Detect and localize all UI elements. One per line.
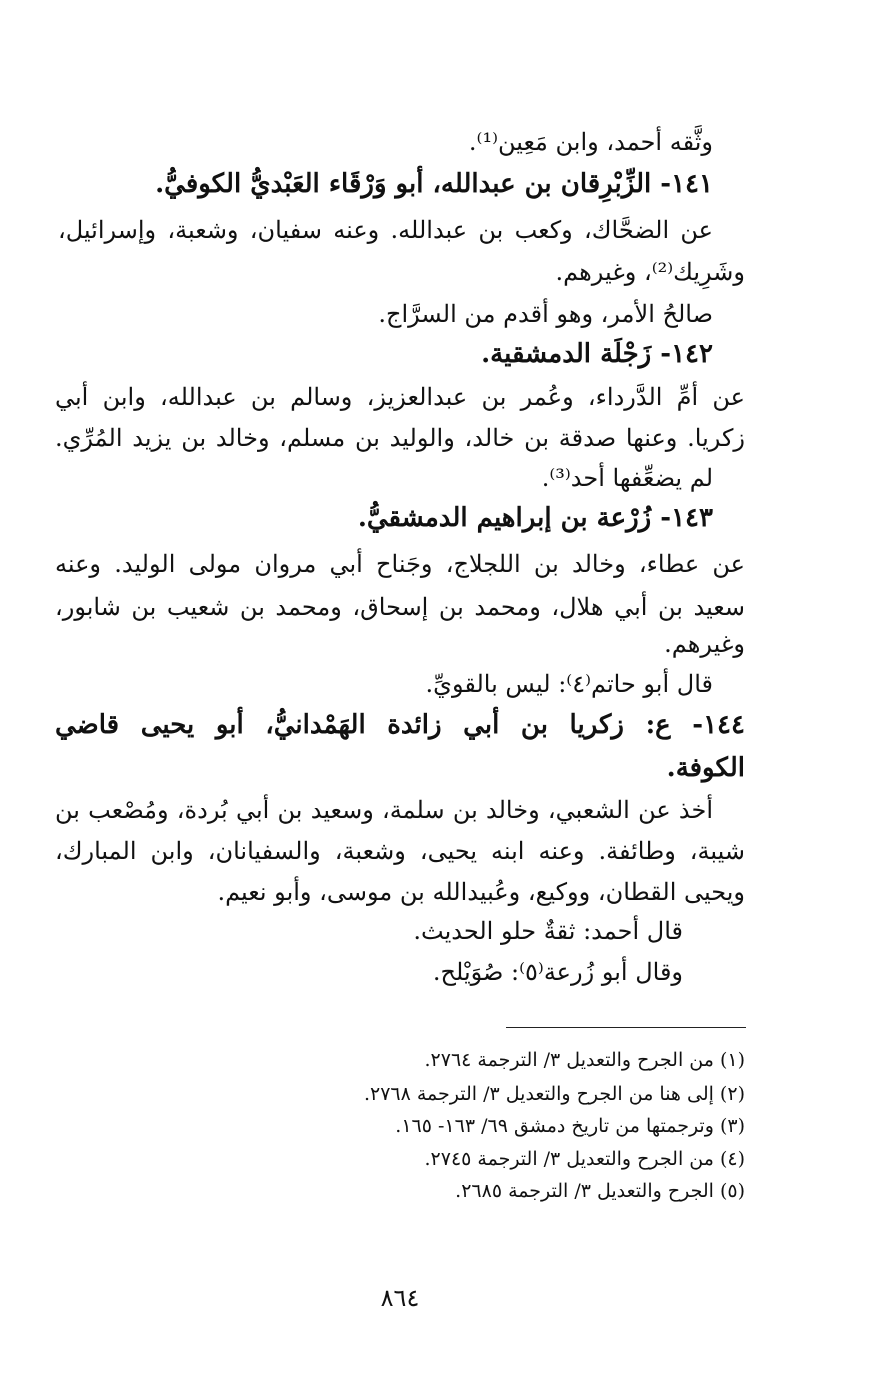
text-line: قال أحمد: ثقةٌ حلو الحديث. (413, 917, 683, 945)
footnote: (٢) إلى هنا من الجرح والتعديل ٣/ الترجمة ٢٧٦٨. (363, 1083, 745, 1105)
text-line: وغيرهم. (664, 630, 745, 658)
entry-heading: ١٤١- الزِّبْرِقان بن عبدالله، أبو وَرْقَاء العَبْديُّ الكوفيُّ. (155, 169, 713, 199)
text-line: شيبة، وطائفة. وعنه ابنه يحيى، وشعبة، والسفيانان، وابن المبارك، (55, 837, 745, 865)
footnote: (٥) الجرح والتعديل ٣/ الترجمة ٢٦٨٥. (455, 1180, 745, 1202)
footnote-separator (506, 1027, 746, 1028)
text-line: قال أبو حاتم⁽٤⁾: ليس بالقويِّ. (425, 670, 713, 698)
text-line: وثَّقه أحمد، وابن مَعِين⁽¹⁾. (468, 128, 713, 156)
footnote: (٣) وترجمتها من تاريخ دمشق ٦٩/ ١٦٣- ١٦٥. (395, 1115, 745, 1137)
text-line: صالحُ الأمر، وهو أقدم من السرَّاج. (378, 300, 713, 328)
entry-heading: ١٤٣- زُرْعة بن إبراهيم الدمشقيُّ. (357, 503, 713, 533)
text-line: وقال أبو زُرعة⁽٥⁾: صُوَيْلح. (432, 958, 683, 986)
entry-heading: الكوفة. (666, 753, 745, 783)
text-line: لم يضعِّفها أحد⁽³⁾. (541, 464, 713, 492)
text-line: عن عطاء، وخالد بن اللجلاج، وجَناح أبي مروان مولى الوليد. وعنه (55, 550, 745, 578)
text-line: ويحيى القطان، ووكيع، وعُبيدالله بن موسى، وأبو نعيم. (217, 878, 745, 906)
text-line: سعيد بن أبي هلال، ومحمد بن إسحاق، ومحمد بن شعيب بن شابور، (55, 593, 745, 621)
text-line: عن الضحَّاك، وكعب بن عبدالله. وعنه سفيان، وشعبة، وإسرائيل، (58, 216, 713, 244)
page-number: ٨٦٤ (380, 1284, 420, 1312)
text-line: عن أمِّ الدَّرداء، وعُمر بن عبدالعزيز، وسالم بن عبدالله، وابن أبي (55, 383, 745, 411)
entry-heading: ١٤٢- زَجْلَة الدمشقية. (481, 339, 713, 369)
text-line: وشَرِيك⁽²⁾، وغيرهم. (555, 258, 745, 286)
entry-heading: ١٤٤- ع: زكريا بن أبي زائدة الهَمْدانيُّ، أبو يحيى قاضي (55, 710, 745, 740)
text-line: أخذ عن الشعبي، وخالد بن سلمة، وسعيد بن أبي بُردة، ومُصْعب بن (55, 796, 713, 824)
footnote: (١) من الجرح والتعديل ٣/ الترجمة ٢٧٦٤. (424, 1049, 745, 1071)
footnote: (٤) من الجرح والتعديل ٣/ الترجمة ٢٧٤٥. (424, 1148, 745, 1170)
text-line: زكريا. وعنها صدقة بن خالد، والوليد بن مسلم، وخالد بن يزيد المُرِّي. (55, 424, 746, 452)
